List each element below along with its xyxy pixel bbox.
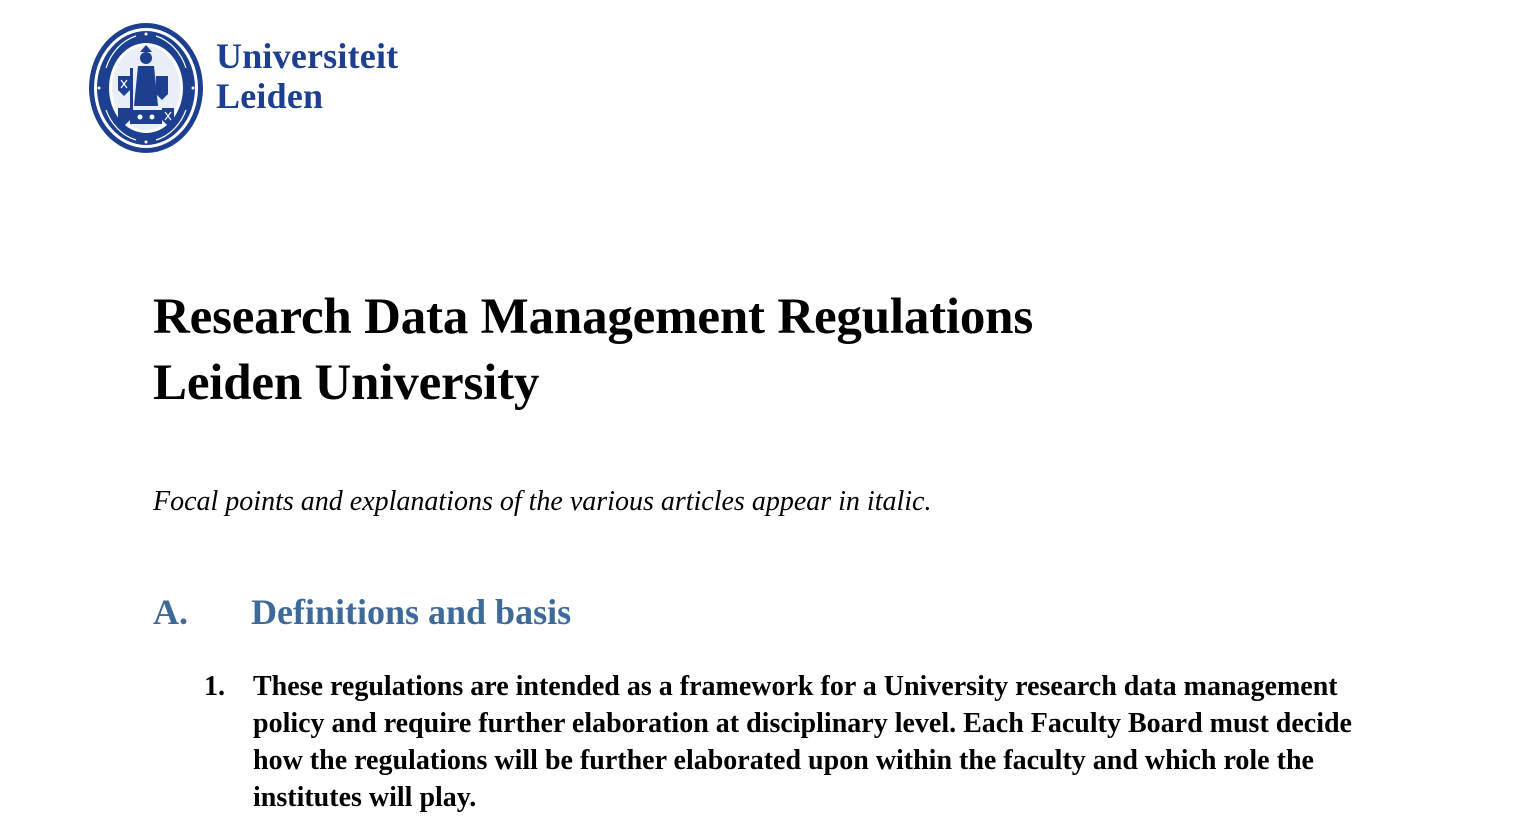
article-line: how the regulations will be further elaborated upon within the faculty and which role the (253, 745, 1314, 776)
article-item (204, 668, 1434, 816)
wordmark-line-1: Universiteit (216, 36, 399, 76)
university-wordmark (216, 36, 398, 116)
section-letter: A. (153, 592, 188, 632)
article-line: institutes will play. (253, 782, 477, 813)
university-seal-icon (86, 18, 206, 158)
header (86, 18, 398, 158)
document-title-line-2: Leiden University (153, 355, 540, 411)
italic-note: Focal points and explanations of the various articles appear in italic. (153, 486, 932, 517)
article-number: 1. (204, 671, 225, 702)
section-title: Definitions and basis (251, 592, 572, 632)
document-title-line-1: Research Data Management Regulations (153, 289, 1033, 345)
article-text (253, 668, 1434, 816)
document-title (153, 284, 1033, 416)
article-line: These regulations are intended as a framework for a University research data management (253, 671, 1338, 702)
wordmark-line-2: Leiden (216, 76, 324, 116)
article-line: policy and require further elaboration at disciplinary level. Each Faculty Board must decide (253, 708, 1352, 739)
section-heading (153, 590, 571, 634)
